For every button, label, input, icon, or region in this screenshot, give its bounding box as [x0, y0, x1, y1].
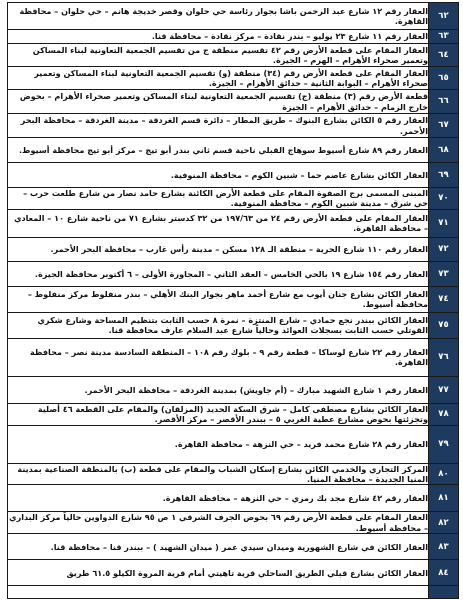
table-row [8, 312, 459, 338]
table-row [8, 403, 459, 425]
row-number: ٧٥ [429, 312, 459, 338]
row-description: العقار رقم ٢٨ شارع محمد فريد – حي النزهة – محافظة القاهرة. [8, 425, 429, 463]
row-number: ٦٧ [429, 114, 459, 138]
table-row [8, 138, 459, 163]
row-number: ٦٢ [429, 3, 459, 30]
row-description: العقار رقم ١ شارع الشهيد مبارك – (أم جاويش) بمدينة الغردقة – محافظة البحر الأحمر. [8, 376, 429, 403]
table-row [8, 534, 459, 560]
row-description: العقار رقم ٤٢ شارع مجد بك رمزي – حي النزهة – محافظة القاهرة. [8, 485, 429, 512]
row-number: ٨٠ [429, 463, 459, 485]
row-number: ٦٣ [429, 30, 459, 44]
table-row [8, 485, 459, 512]
row-description: العقار المقام على قطعة الأرض رقم ٢٤ من ١٩٧/٦٣ من ٣٢ كدستر بشارع ٧١ من ناحية شارع ١٠ – المعادي – محافظة القاهرة. [8, 209, 429, 237]
row-number: ٦٥ [429, 67, 459, 90]
row-description: العقار المقام على قطعة الأرض رقم (٣٤) منطقة (و) تقسيم الجمعية التعاونية لبناء المساكن وتعمير صحراء الأهرام – البوابة الثانية – حدائق الأهرام – الجيزة. [8, 67, 429, 90]
table-row [8, 512, 459, 534]
row-number: ٧٣ [429, 261, 459, 286]
row-description: المركز التجاري والخدمي الكائن بشارع إسكان الشباب والمقام على قطعة (ب) بالمنطقة الصناعية بمدينة المنيا الجديدة – محافظة المنيا. [8, 463, 429, 485]
table-row [8, 425, 459, 463]
row-number: ٧٠ [429, 188, 459, 210]
row-number: ٧١ [429, 209, 459, 237]
row-number: ٨٢ [429, 512, 459, 534]
row-number: ٦٦ [429, 90, 459, 114]
table-row [8, 114, 459, 138]
row-description: العقار الكائن بشارع مصطفى كامل – شرق السكة الحديد (المزلقان) والمقام على القطعة ٤٦ أصلية وتجزئتها بحوض مشارع عطية الغربي ٥ – ببندر الأقصر – مركز الأقصر. [8, 403, 429, 425]
row-description: العقار رقم ١٢ شارع عبد الرحمن باشا بجوار رئاسة حي حلوان وقصر خديجة هانم – حي حلوان – محافظة القاهرة. [8, 3, 429, 30]
row-description: العقار المقام على قطعة الأرض رقم ٦٩ بحوض الجرف الشرقي ١ ص ٩٥ شارع الدواوين حالياً مركز البداري – محافظة أسيوط. [9, 512, 428, 533]
table-row [8, 237, 459, 261]
row-number: ٨٤ [429, 560, 459, 586]
property-table [7, 2, 459, 599]
table-row [8, 586, 459, 599]
row-description: العقار الكائن ببندر نجع حمادي – شارع المنتزة – نمرة ٨ حسب الثابت بتنظيم المساحة وشارع شكري القوتلي حسب الثابت بسجلات العوائد وحالياً شارع عبد السلام عارف محافظة قنا. [8, 312, 429, 338]
row-number [429, 586, 459, 599]
row-number: ٧٤ [429, 286, 459, 312]
row-number: ٧٧ [429, 376, 459, 403]
row-number: ٦٤ [429, 44, 459, 67]
row-number: ٧٦ [429, 338, 459, 376]
table-row [8, 90, 459, 114]
row-description: العقار رقم ١١٠ شارع الحرية – منطقة الـ ١٢٨ مسكن – مدينة رأس غارب – محافظة البحر الأحمر. [8, 237, 429, 261]
table-row [8, 338, 459, 376]
row-number: ٨٣ [429, 534, 459, 560]
row-number: ٧٩ [429, 425, 459, 463]
row-description: العقار رقم ٥ الكائن بشارع البنوك – طريق المطار – دائرة قسم الغردقة – مدينة الغردقة – محافظة البحر الأحمر. [8, 114, 429, 138]
row-description: العقار الكائن في شارع الشهورية وميدان سيدي عمر ( ميدان الشهيد ) – ببندر قنا – محافظة قنا. [8, 534, 429, 560]
row-description: العقار الكائن بشارع قبلي الطريق الساحلي قرية تاهيتي أمام قرية المروة الكيلو ٦١.٥ طريق [8, 560, 429, 586]
table-row [8, 67, 459, 90]
row-number: ٦٩ [429, 163, 459, 188]
table-row [8, 163, 459, 188]
row-number: ٧٨ [429, 403, 459, 425]
row-description: العقار رقم ٨٩ شارع أسيوط سوهاج القبلي ناحية قسم ثاني بندر أبو تيج – مركز أبو تيج محافظة أسيوط. [8, 138, 429, 163]
table-row [8, 209, 459, 237]
table-row [8, 463, 459, 485]
table-row [8, 376, 459, 403]
table-row [8, 188, 459, 210]
row-description: قطعة الأرض رقم (٣) منطقة (ج) تقسيم الجمعية التعاونية لبناء المساكن وتعمير صحراء الأهرام – بحوض خارج الزمام – حدائق الأهرام – الجيزة [8, 90, 429, 114]
table-row [8, 30, 459, 44]
row-number: ٦٨ [429, 138, 459, 163]
table-row [8, 261, 459, 286]
table-row [8, 560, 459, 586]
row-number: ٧٢ [429, 237, 459, 261]
row-description: العقار رقم ١١ شارع ٢٣ يوليو – بندر نقادة – مركز نقادة – محافظة قنا. [8, 30, 429, 44]
table-row [8, 3, 459, 30]
row-description: العقار رقم ٢٢ شارع لوساكا – قطعة رقم ٩ – بلوك رقم ١٠٨ – المنطقة السادسة مدينة نصر – محافظة القاهرة. [8, 338, 429, 376]
table-row [8, 44, 459, 67]
row-description: العقار رقم ١٥٤ شارع ١٩ بالحي الخامس – العقد الثاني – المجاورة الأولى – ٦ أكتوبر محافظة الجيزة. [8, 261, 429, 286]
table-row [8, 286, 459, 312]
row-description: العقار الكائن بشارع عاصم حما – شبين الكوم – محافظة المنوفية. [8, 163, 429, 188]
row-description: المبنى المسمى برج الصفوة المقام على قطعة الأرض الكائنة بشارع حامد نصار من شارع طلعت حرب – حي شرق – مدينة شبين الكوم – محافظة المنوفية. [8, 188, 429, 210]
row-description: العقار الكائن بشارع جنان أيوب مع شارع أحمد ماهر بجوار البنك الأهلي – بندر منفلوط مركز منفلوط – محافظة أسيوط. [8, 286, 429, 312]
row-number: ٨١ [429, 485, 459, 512]
row-description [8, 586, 429, 599]
row-description: العقار المقام على قطعة الأرض رقم ٤٢ تقسيم منطقة ج من تقسيم الجمعية التعاونية لبناء المساكن وتعمير صحراء الأهرام – الهرم – الجيزة. [8, 44, 429, 67]
